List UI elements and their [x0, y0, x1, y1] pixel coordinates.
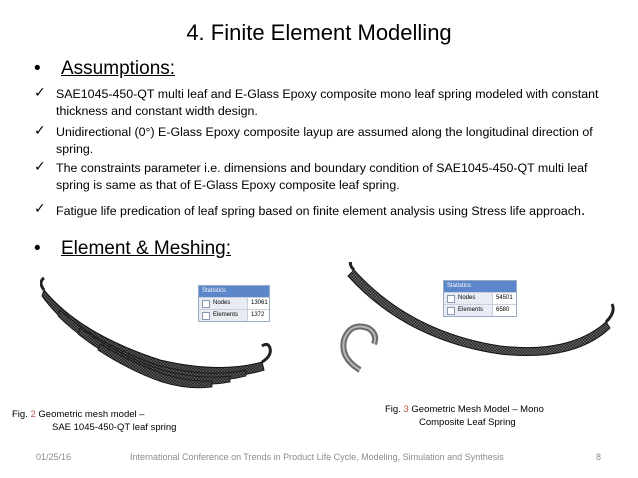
- statistics-row: [444, 292, 516, 304]
- assumption-text: The constraints parameter i.e. dimensions and boundary condition of SAE1045-450-QT multi leaf spring is same as that of E-Glass Epoxy composite leaf spring.: [56, 161, 588, 192]
- fig2-caption: [12, 408, 212, 434]
- statistics-panel-left: [198, 285, 270, 322]
- statistics-value: 13061: [247, 298, 269, 309]
- statistics-row: [199, 309, 269, 321]
- bullet-icon: •: [34, 58, 41, 79]
- statistics-title: Statistics: [199, 286, 269, 297]
- statistics-key: Elements: [458, 307, 484, 313]
- statistics-key: Nodes: [458, 295, 476, 301]
- bullet-icon: •: [34, 238, 41, 259]
- footer-date: 01/25/16: [36, 452, 72, 462]
- assumption-text: Unidirectional (0°) E-Glass Epoxy composite layup are assumed along the longitudinal direction of spring.: [56, 125, 593, 156]
- assumption-item: [34, 124, 614, 158]
- check-mark-icon: ✓: [34, 85, 46, 101]
- assumptions-heading-text: Assumptions:: [61, 58, 176, 79]
- assumption-item: [34, 86, 614, 120]
- check-mark-icon: ✓: [34, 123, 46, 139]
- statistics-value: 1372: [247, 310, 269, 321]
- final-period: .: [580, 202, 586, 219]
- check-mark-icon: ✓: [34, 201, 46, 217]
- assumption-item: [34, 202, 614, 220]
- statistics-key: Elements: [213, 312, 239, 318]
- row-checkbox[interactable]: [447, 307, 455, 315]
- statistics-value: 6580: [492, 305, 516, 316]
- multi-leaf-spring-mesh-image: [40, 262, 280, 402]
- footer-conference: International Conference on Trends in Product Life Cycle, Modeling, Simulation and Synthesis: [130, 452, 504, 462]
- meshing-heading-text: Element & Meshing:: [61, 238, 232, 259]
- fig2-caption-line2: SAE 1045-450-QT leaf spring: [52, 422, 177, 433]
- statistics-title: Statistics: [444, 281, 516, 292]
- fig2-caption-line1: Fig. 2 Geometric mesh model –: [12, 409, 145, 420]
- fig2-number: 2: [30, 409, 36, 420]
- row-checkbox[interactable]: [202, 312, 210, 320]
- fig3-caption-line1: Fig. 3 Geometric Mesh Model – Mono: [385, 404, 544, 415]
- statistics-row: [444, 304, 516, 316]
- assumption-text: Fatigue life predication of leaf spring based on finite element analysis using Stress life approach: [56, 204, 581, 218]
- footer-page-number: 8: [596, 452, 602, 462]
- row-checkbox[interactable]: [202, 300, 210, 308]
- row-checkbox[interactable]: [447, 295, 455, 303]
- statistics-row: [199, 297, 269, 309]
- check-mark-icon: ✓: [34, 159, 46, 175]
- fig3-caption: [385, 403, 585, 429]
- meshing-heading: [34, 238, 334, 262]
- statistics-key: Nodes: [213, 300, 231, 306]
- assumption-item: [34, 160, 614, 194]
- statistics-panel-right: [443, 280, 517, 317]
- slide-title: 4. Finite Element Modelling: [186, 20, 452, 45]
- fig3-number: 3: [403, 404, 409, 415]
- assumption-text: SAE1045-450-QT multi leaf and E-Glass Epoxy composite mono leaf spring modeled with constant thickness and constant width design.: [56, 87, 599, 118]
- assumption-text-line: [56, 202, 614, 220]
- assumptions-heading: [34, 58, 334, 82]
- statistics-value: 54501: [492, 293, 516, 304]
- fig3-caption-line2: Composite Leaf Spring: [419, 417, 516, 428]
